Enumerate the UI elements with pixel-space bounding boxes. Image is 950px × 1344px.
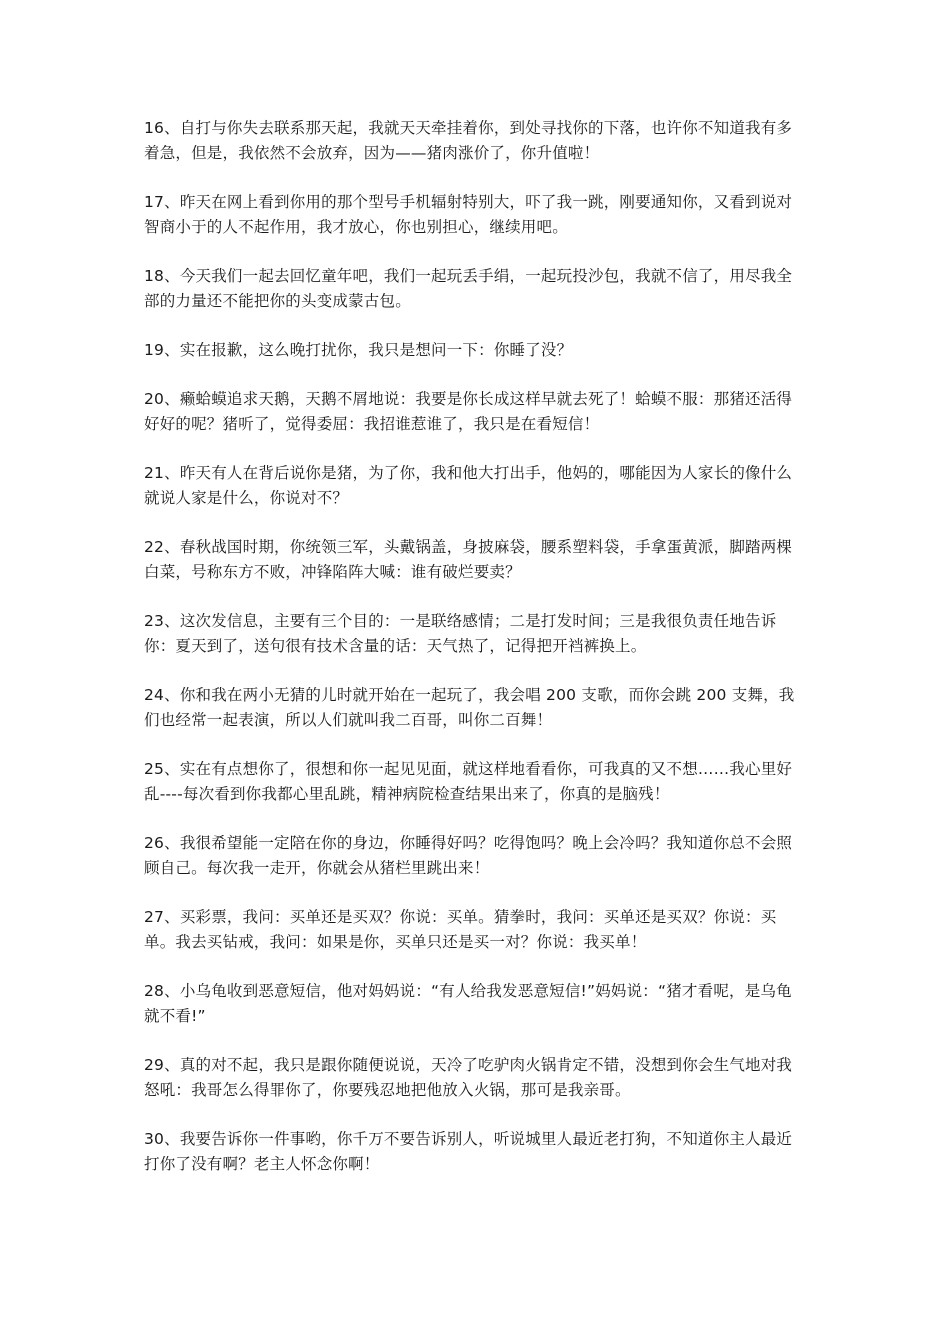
paragraph-28: 28、小乌龟收到恶意短信，他对妈妈说：“有人给我发恶意短信!”妈妈说：“猪才看呢，是乌龟就不看!”	[144, 982, 792, 1025]
paragraph-20: 20、癞蛤蟆追求天鹅，天鹅不屑地说：我要是你长成这样早就去死了！蛤蟆不服：那猪还活得好好的呢？猪听了，觉得委屈：我招谁惹谁了，我只是在看短信！	[144, 390, 793, 433]
paragraph-27: 27、买彩票，我问：买单还是买双？你说：买单。猜拳时，我问：买单还是买双？你说：买单。我去买钻戒，我问：如果是你，买单只还是买一对？你说：我买单！	[144, 908, 777, 951]
paragraph-24: 24、你和我在两小无猜的儿时就开始在一起玩了，我会唱 200 支歌，而你会跳 200 支舞，我们也经常一起表演，所以人们就叫我二百哥，叫你二百舞！	[144, 686, 795, 729]
paragraph-23: 23、这次发信息，主要有三个目的：一是联络感情；二是打发时间；三是我很负责任地告诉你：夏天到了，送句很有技术含量的话：天气热了，记得把开裆裤换上。	[144, 612, 777, 655]
paragraph-19: 19、实在报歉，这么晚打扰你，我只是想问一下：你睡了没？	[144, 341, 573, 359]
paragraph-16: 16、自打与你失去联系那天起，我就天天牵挂着你，到处寻找你的下落，也许你不知道我有多着急，但是，我依然不会放弃，因为——猪肉涨价了，你升值啦！	[144, 119, 793, 162]
paragraph-17: 17、昨天在网上看到你用的那个型号手机辐射特别大，吓了我一跳，刚要通知你，又看到说对智商小于的人不起作用，我才放心，你也别担心，继续用吧。	[144, 193, 793, 236]
paragraph-22: 22、春秋战国时期，你统领三军，头戴锅盖，身披麻袋，腰系塑料袋，手拿蛋黄派，脚踏两棵白菜，号称东方不败，冲锋陷阵大喊：谁有破烂要卖？	[144, 538, 793, 581]
paragraph-21: 21、昨天有人在背后说你是猪，为了你，我和他大打出手，他妈的，哪能因为人家长的像什么就说人家是什么，你说对不？	[144, 464, 793, 507]
paragraph-18: 18、今天我们一起去回忆童年吧，我们一起玩丢手绢，一起玩投沙包，我就不信了，用尽我全部的力量还不能把你的头变成蒙古包。	[144, 267, 793, 310]
paragraph-30: 30、我要告诉你一件事哟，你千万不要告诉别人，听说城里人最近老打狗，不知道你主人最近打你了没有啊？老主人怀念你啊！	[144, 1130, 793, 1173]
paragraph-25: 25、实在有点想你了，很想和你一起见见面，就这样地看看你，可我真的又不想……我心里好乱----每次看到你我都心里乱跳，精神病院检查结果出来了，你真的是脑残！	[144, 760, 793, 803]
paragraph-26: 26、我很希望能一定陪在你的身边，你睡得好吗？吃得饱吗？晚上会冷吗？我知道你总不会照顾自己。每次我一走开，你就会从猪栏里跳出来！	[144, 834, 793, 877]
document-body	[144, 116, 806, 1201]
paragraph-29: 29、真的对不起，我只是跟你随便说说，天冷了吃驴肉火锅肯定不错，没想到你会生气地对我怒吼：我哥怎么得罪你了，你要残忍地把他放入火锅，那可是我亲哥。	[144, 1056, 793, 1099]
